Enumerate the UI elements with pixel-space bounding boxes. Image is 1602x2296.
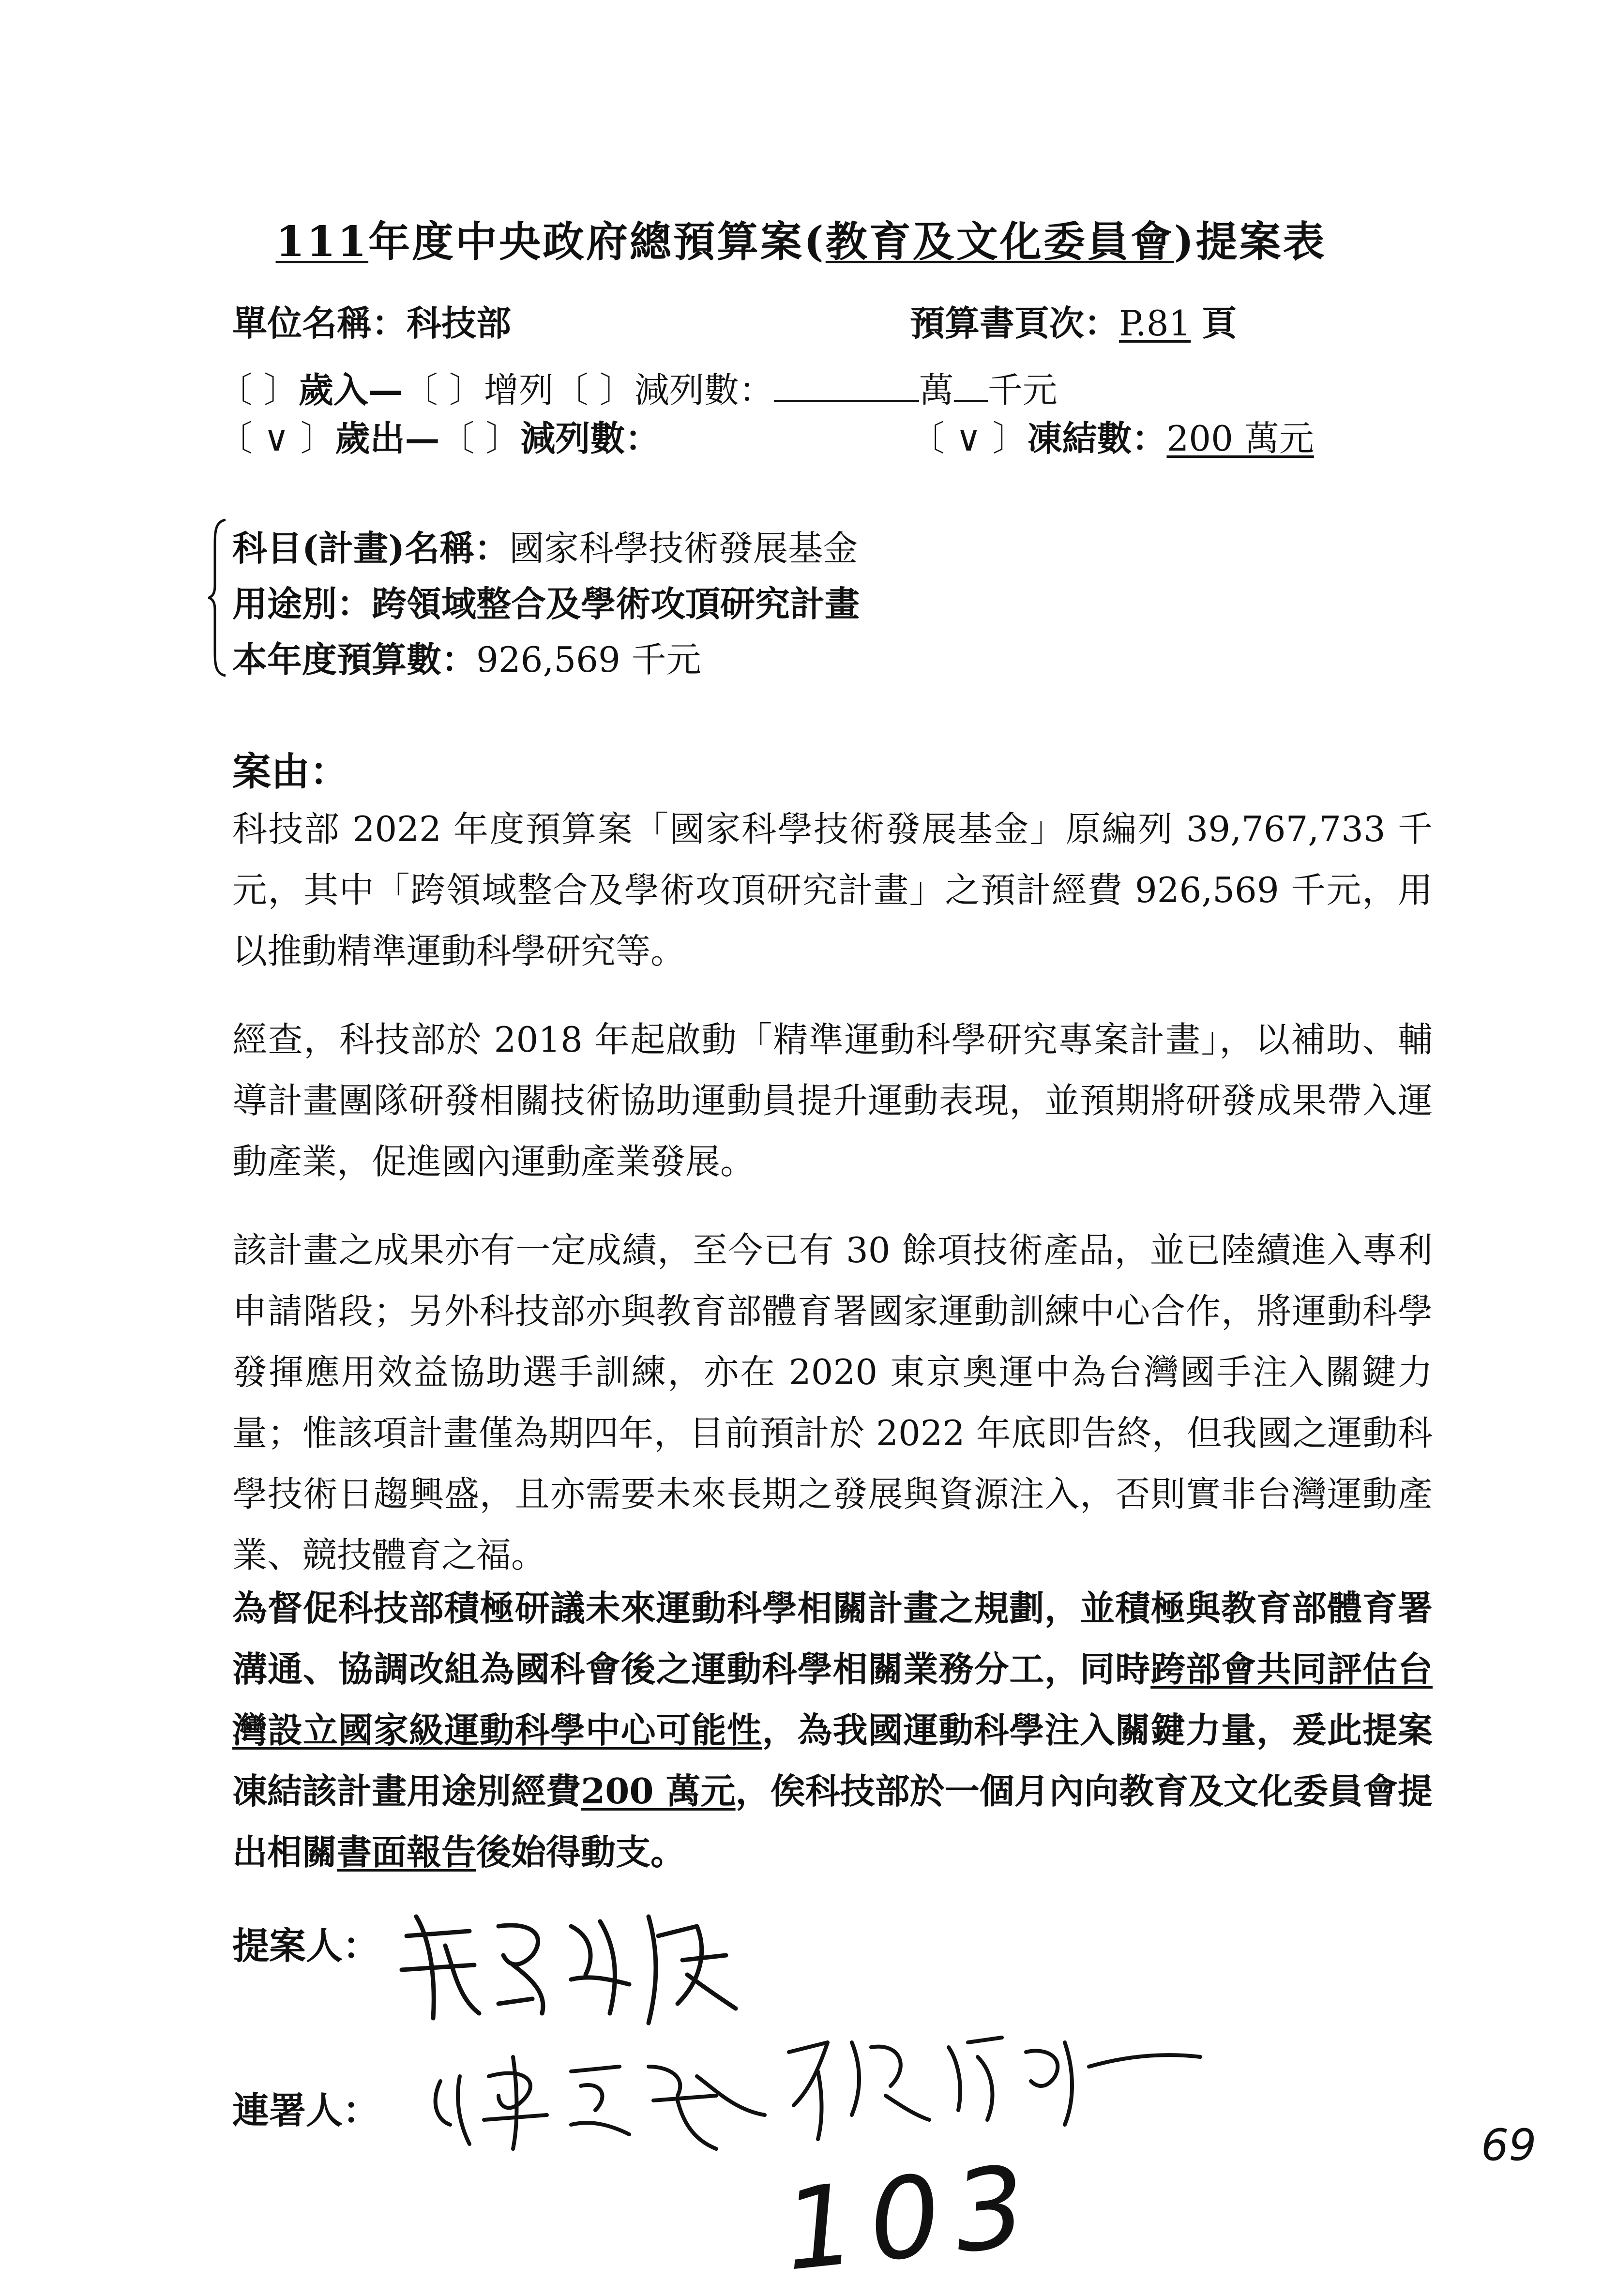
subject-brace <box>208 518 227 678</box>
freeze-value: 200 萬元 <box>1166 418 1314 459</box>
case-paragraph-4 <box>232 1578 1433 1883</box>
subject-use-value: 跨領域整合及學術攻頂研究計畫 <box>372 583 860 624</box>
p4-part-e: ，俟科技部於一個月內向教育及文化委員會提出相關 <box>232 1770 1433 1873</box>
subject-use-line <box>232 576 860 626</box>
proposer-signature <box>387 1907 745 2033</box>
subject-use-label: 用途別： <box>232 583 372 624</box>
title-year: 111 <box>275 217 369 266</box>
subject-item-label: 科目(計畫)名稱： <box>232 528 510 569</box>
cosigner-signature-1 <box>426 2047 774 2159</box>
revenue-box-2: 〔 〕 <box>403 370 484 410</box>
revenue-box-3: 〔 〕 <box>553 370 635 410</box>
unit-line <box>232 295 511 346</box>
handwritten-seq-number: 103 <box>778 2141 1046 2296</box>
unit-value: 科技部 <box>407 302 512 344</box>
case-paragraph-3: 該計畫之成果亦有一定成績，至今已有 30 餘項技術產品，並已陸續進入專利申請階段；另外科技部亦與教育部體育署國家運動訓練中心合作，將運動科學發揮應用效益協助選手訓練，亦在 2020 東京奧運中為台灣國手注入關鍵力量；惟該項計畫僅為期四年，目前預計於 2022 年底即告終，但我國之運動科學技術日趨興盛，且亦需要未來長期之發展與資源注入，否則實非台灣運動產業、競技體育之福。 <box>232 1230 1433 1575</box>
proposer-label: 提案人： <box>232 1924 379 1967</box>
revenue-unit-wan: 萬 <box>919 370 954 410</box>
revenue-blank-qian <box>954 371 988 402</box>
cosigner-label: 連署人： <box>232 2089 379 2132</box>
title-mid: 年度中央政府總預算案( <box>368 217 826 266</box>
revenue-label-3: 減列數： <box>634 370 774 410</box>
case-heading: 案由： <box>232 749 348 794</box>
page-label: 預算書頁次： <box>910 302 1119 344</box>
subject-item-value: 國家科學技術發展基金 <box>509 528 858 569</box>
p4-part-d: 200 萬元 <box>581 1770 736 1812</box>
p4-part-c: ，為我國運動科學注入關鍵力量，爰此提案凍結該計畫用途別經費 <box>232 1709 1433 1812</box>
document-title <box>0 208 1602 268</box>
expense-box-2: 〔 〕 <box>439 418 521 459</box>
subject-budget-label: 本年度預算數： <box>232 639 477 680</box>
p4-part-a: 為督促科技部積極研議未來運動科學相關計畫之規劃，並積極與教育部體育署溝通、協調改組為國科會後之運動科學相關業務分工，同時 <box>232 1587 1433 1690</box>
unit-label: 單位名稱： <box>232 302 407 344</box>
case-paragraph-2: 經查，科技部於 2018 年起啟動「精準運動科學研究專案計畫」，以補助、輔導計畫團隊研發相關技術協助運動員提升運動表現，並預期將研發成果帶入運動產業，促進國內運動產業發展。 <box>232 1019 1433 1182</box>
p4-part-b: 跨部會共同評估台灣設立國家級運動科學中心可能性 <box>232 1648 1433 1751</box>
freeze-label: 凍結數： <box>1027 418 1167 459</box>
p4-part-f: 書面報告 <box>337 1831 477 1873</box>
page-ref <box>910 295 1237 346</box>
subject-budget-value: 926,569 千元 <box>476 639 701 680</box>
p4-part-g: 後始得動支。 <box>476 1831 686 1873</box>
revenue-blank-wan <box>774 371 919 402</box>
cosigner-signature-2 <box>774 2023 1258 2149</box>
title-end: )提案表 <box>1174 217 1327 266</box>
expense-label-1: 歲出— <box>335 418 440 459</box>
expense-line <box>218 410 660 461</box>
page-value: P.81 <box>1119 303 1191 344</box>
freeze-amount <box>910 410 1314 461</box>
subject-item-line <box>232 520 858 571</box>
handwritten-page-number: 69 <box>1481 2120 1537 2171</box>
revenue-line <box>218 362 1058 412</box>
subject-budget-line <box>232 632 701 682</box>
expense-label-2: 減列數： <box>520 418 660 459</box>
freeze-box: 〔 ∨ 〕 <box>910 418 1028 459</box>
case-paragraph-1: 科技部 2022 年度預算案「國家科學技術發展基金」原編列 39,767,733 千元，其中「跨領域整合及學術攻頂研究計畫」之預計經費 926,569 千元，用以推動精準運動科學研究等。 <box>232 809 1433 971</box>
revenue-label-1: 歲入— <box>298 369 403 410</box>
revenue-box-1: 〔 〕 <box>218 370 299 410</box>
revenue-label-2: 增列 <box>484 370 554 410</box>
expense-box-1: 〔 ∨ 〕 <box>218 418 335 459</box>
title-committee: 教育及文化委員會 <box>825 217 1174 266</box>
page-suffix: 頁 <box>1202 302 1237 344</box>
revenue-unit-qian: 千元 <box>987 370 1058 410</box>
